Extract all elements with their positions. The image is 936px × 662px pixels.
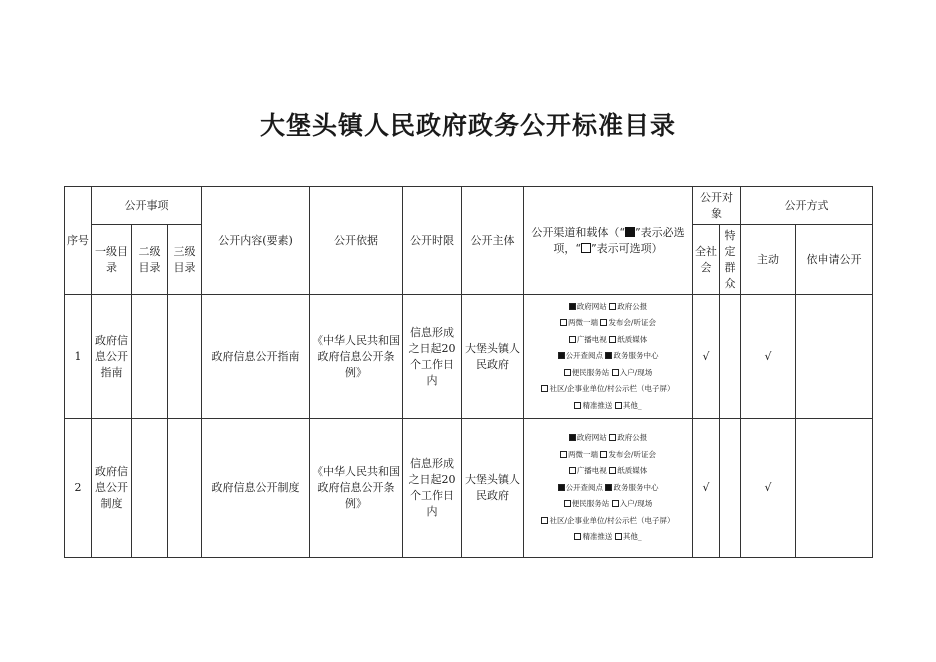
unchecked-box-icon: [612, 369, 619, 376]
channel-option-label: 政务服务中心: [613, 351, 659, 361]
unchecked-box-icon: [574, 533, 581, 540]
row-content: 政府信息公开指南: [202, 295, 310, 419]
channel-option-label: 其他_: [622, 400, 642, 410]
objects-header: 公开对象: [693, 187, 741, 225]
channel-option-label: 入户/现场: [619, 499, 653, 509]
row-active-check: √: [741, 295, 796, 419]
level2-header: 二级目录: [132, 225, 168, 295]
unchecked-box-icon: [541, 385, 548, 392]
catalog-table: [64, 186, 873, 558]
whole-society-header: 全社会: [693, 225, 720, 295]
unchecked-box-icon: [569, 336, 576, 343]
channel-line: [527, 315, 689, 332]
unchecked-box-icon: [541, 517, 548, 524]
channel-line: [527, 348, 689, 365]
row-on-request: [796, 419, 873, 558]
unchecked-box-icon: [564, 369, 571, 376]
row-channels: [524, 295, 693, 419]
channel-option-label: 社区/企事业单位/村公示栏（电子屏）: [549, 384, 675, 394]
row-seq: 2: [65, 419, 92, 558]
checked-box-icon: [558, 484, 565, 491]
row-whole-society-check: √: [693, 419, 720, 558]
channel-option-label: 社区/企事业单位/村公示栏（电子屏）: [549, 515, 675, 525]
channel-option-label: 政府网站: [576, 433, 607, 443]
channel-option-label: 政务服务中心: [613, 482, 659, 492]
channel-option-label: 政府公报: [617, 433, 648, 443]
checked-box-icon: [558, 352, 565, 359]
row-whole-society-check: √: [693, 295, 720, 419]
basis-header: 公开依据: [310, 187, 403, 295]
channel-option-label: 公开查阅点: [565, 351, 604, 361]
channel-line: [527, 365, 689, 382]
table-row: [65, 295, 873, 419]
channel-line: [527, 447, 689, 464]
unchecked-box-icon: [609, 434, 616, 441]
header-row-1: [65, 187, 873, 225]
channel-line: [527, 496, 689, 513]
channel-option-label: 纸质媒体: [617, 466, 648, 476]
channel-option-label: 政府公报: [617, 301, 648, 311]
channel-line: [527, 513, 689, 530]
subject-header: 公开主体: [462, 187, 524, 295]
row-content: 政府信息公开制度: [202, 419, 310, 558]
channel-option-label: 两微一端: [568, 449, 599, 459]
row-level1: 政府信息公开指南: [92, 295, 132, 419]
channel-option-label: 精准推送: [582, 400, 613, 410]
row-level1: 政府信息公开制度: [92, 419, 132, 558]
active-header: 主动: [741, 225, 796, 295]
channel-option-label: 政府网站: [576, 301, 607, 311]
table-row: [65, 419, 873, 558]
unchecked-box-icon: [609, 303, 616, 310]
channel-line: [527, 332, 689, 349]
channel-option-label: 广播电视: [576, 334, 607, 344]
channel-option-label: 公开查阅点: [565, 482, 604, 492]
row-basis: 《中华人民共和国政府信息公开条例》: [310, 419, 403, 558]
unchecked-box-icon: [574, 402, 581, 409]
unchecked-box-icon: [615, 533, 622, 540]
unchecked-box-icon: [615, 402, 622, 409]
row-specific-groups: [720, 295, 741, 419]
channel-option-label: 广播电视: [576, 466, 607, 476]
unchecked-box-icon: [600, 451, 607, 458]
checked-box-icon: [569, 303, 576, 310]
time-limit-header: 公开时限: [403, 187, 462, 295]
row-active-check: √: [741, 419, 796, 558]
checked-box-icon: [569, 434, 576, 441]
channel-option-label: 入户/现场: [619, 367, 653, 377]
channels-header: [524, 187, 693, 295]
checked-box-icon: [605, 484, 612, 491]
channels-header-mid: ”表示必选项，“: [553, 225, 685, 255]
channel-line: [527, 381, 689, 398]
optional-marker-icon: [581, 243, 591, 253]
channels-header-pre: 公开渠道和载体（“: [531, 225, 626, 239]
row-level3: [168, 295, 202, 419]
specific-groups-header: 特定群众: [720, 225, 741, 295]
row-time-limit: 信息形成之日起20个工作日内: [403, 419, 462, 558]
channel-line: [527, 463, 689, 480]
channel-option-label: 发布会/听证会: [608, 449, 656, 459]
channel-option-label: 其他_: [622, 532, 642, 542]
unchecked-box-icon: [560, 319, 567, 326]
channel-line: [527, 299, 689, 316]
unchecked-box-icon: [609, 467, 616, 474]
required-marker-icon: [625, 227, 635, 237]
channel-line: [527, 398, 689, 415]
row-subject: 大堡头镇人民政府: [462, 419, 524, 558]
channel-line: [527, 430, 689, 447]
row-basis: 《中华人民共和国政府信息公开条例》: [310, 295, 403, 419]
seq-header: 序号: [65, 187, 92, 295]
channel-option-label: 两微一端: [568, 318, 599, 328]
channel-option-label: 精准推送: [582, 532, 613, 542]
level3-header: 三级目录: [168, 225, 202, 295]
unchecked-box-icon: [564, 500, 571, 507]
row-channels: [524, 419, 693, 558]
row-level2: [132, 419, 168, 558]
unchecked-box-icon: [560, 451, 567, 458]
unchecked-box-icon: [600, 319, 607, 326]
row-level2: [132, 295, 168, 419]
content-header: 公开内容(要素): [202, 187, 310, 295]
row-level3: [168, 419, 202, 558]
items-header: 公开事项: [92, 187, 202, 225]
level1-header: 一级目录: [92, 225, 132, 295]
row-on-request: [796, 295, 873, 419]
row-time-limit: 信息形成之日起20个工作日内: [403, 295, 462, 419]
unchecked-box-icon: [612, 500, 619, 507]
channel-option-label: 便民服务站: [571, 367, 610, 377]
channel-line: [527, 480, 689, 497]
page-title: 大堡头镇人民政府政务公开标准目录: [259, 111, 676, 140]
channel-option-label: 发布会/听证会: [608, 318, 656, 328]
unchecked-box-icon: [569, 467, 576, 474]
channel-option-label: 纸质媒体: [617, 334, 648, 344]
on-request-header: 依申请公开: [796, 225, 873, 295]
channels-header-post: ”表示可选项）: [591, 241, 663, 255]
channel-option-label: 便民服务站: [571, 499, 610, 509]
checked-box-icon: [605, 352, 612, 359]
row-specific-groups: [720, 419, 741, 558]
method-header: 公开方式: [741, 187, 873, 225]
row-subject: 大堡头镇人民政府: [462, 295, 524, 419]
channel-line: [527, 529, 689, 546]
row-seq: 1: [65, 295, 92, 419]
unchecked-box-icon: [609, 336, 616, 343]
